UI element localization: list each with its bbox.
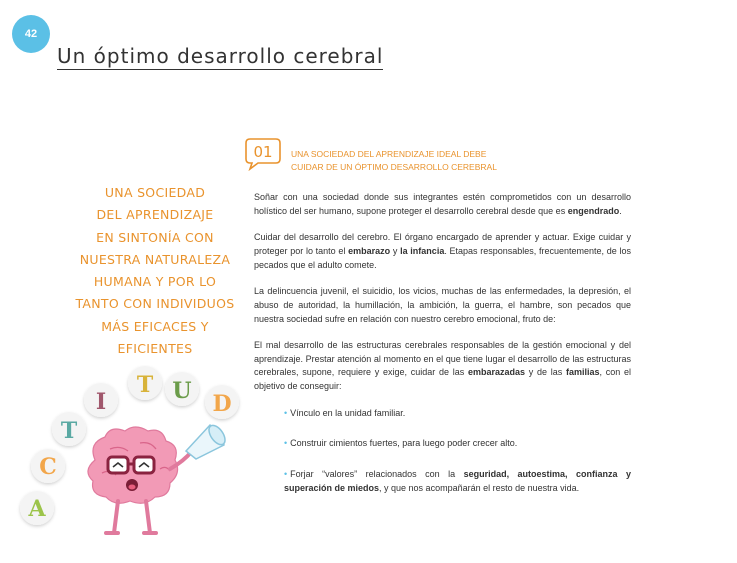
list-item	[284, 468, 631, 496]
text-run: .	[619, 205, 622, 216]
left-heading-line: MÁS EFICACES Y	[101, 318, 209, 334]
text-run: Forjar “valores” relacionados con la	[290, 469, 464, 480]
text-run: Vínculo en la unidad familiar.	[290, 407, 406, 418]
letter-bubble-t2	[128, 366, 162, 400]
left-heading-line: UNA SOCIEDAD	[104, 185, 206, 200]
bullet-icon: •	[284, 469, 288, 480]
text-run: , con el objetivo de conseguir:	[254, 367, 631, 392]
letter-bubble-t1	[52, 412, 86, 446]
bubble-letter: D	[212, 391, 232, 417]
letter-bubble-c	[31, 449, 65, 483]
section-heading-line: CUIDAR DE UN ÓPTIMO DESARROLLO CEREBRAL	[291, 162, 497, 172]
left-heading-line: EN SINTONÍA CON	[96, 229, 214, 245]
section-number: 01	[253, 143, 273, 161]
text-run: Soñar con una sociedad donde sus integrantes estén comprometidos con un desarrollo holístico del ser humano, supone proteger el desarrollo cerebral desde que es	[254, 192, 631, 216]
bold-text: familias	[565, 367, 600, 378]
text-run: . Etapas responsables, frecuentemente, de los pecados que el adulto comete.	[254, 245, 631, 270]
bold-text: la infancia	[400, 245, 445, 256]
text-run: Cuidar del desarrollo del cerebro. El órgano encargado de aprender y actuar. Exige cuidar y proteger por lo tanto el	[254, 232, 631, 256]
text-run: , y que nos acompañarán el resto de nuestra vida.	[379, 482, 580, 493]
bold-text: engendrado	[567, 205, 620, 216]
list-item	[284, 437, 631, 451]
paragraph	[254, 191, 631, 219]
page-title: Un óptimo desarrollo cerebral	[57, 44, 384, 68]
bubble-letter: I	[95, 389, 107, 415]
page-number: 42	[24, 28, 38, 40]
left-heading	[40, 182, 270, 360]
bubble-letter: T	[60, 418, 78, 444]
body-text	[254, 191, 631, 513]
letter-bubble-i	[84, 383, 118, 417]
megaphone-icon	[186, 423, 228, 459]
section-heading	[291, 148, 591, 174]
left-heading-line: TANTO CON INDIVIDUOS	[75, 296, 235, 312]
letter-bubble-d	[205, 385, 239, 419]
brain-character	[88, 427, 192, 533]
bullet-list	[254, 407, 631, 496]
bubble-letter: T	[136, 372, 154, 398]
bubble-letter: C	[39, 454, 57, 480]
bubble-letter: A	[28, 496, 46, 522]
bullet-icon: •	[284, 407, 288, 418]
list-item	[284, 407, 631, 421]
bold-text: seguridad, autoestima, confianza y superación de miedos	[284, 469, 631, 493]
bubble-letter: U	[172, 378, 192, 404]
paragraph	[254, 339, 631, 394]
paragraph	[254, 231, 631, 272]
bold-text: embarazadas	[467, 367, 526, 378]
bullet-icon: •	[284, 438, 288, 449]
speech-bubble-icon	[242, 135, 282, 171]
left-heading-line: DEL APRENDIZAJE	[96, 207, 214, 223]
section-heading-line: UNA SOCIEDAD DEL APRENDIZAJE IDEAL DEBE	[291, 149, 487, 159]
page-number-badge	[12, 15, 50, 53]
letter-bubble-u	[165, 372, 199, 406]
text-run: Construir cimientos fuertes, para luego poder crecer alto.	[290, 438, 518, 449]
brain-illustration	[10, 365, 250, 555]
left-heading-line: EFICIENTES	[117, 341, 193, 357]
left-heading-line: NUESTRA NATURALEZA	[79, 251, 231, 267]
bold-text: embarazo	[348, 245, 391, 256]
text-run: El mal desarrollo de las estructuras cerebrales responsables de la gestión emocional y del aprendizaje. Prestar atención al momento en el que tiene lugar el desarrollo de las estructuras cerebrales, supone, requiere y exige, cuidar de las	[254, 339, 631, 378]
letter-bubble-a	[20, 491, 54, 525]
left-heading-line: HUMANA Y POR LO	[93, 274, 217, 290]
text-run: y de las	[525, 367, 566, 378]
paragraph: La delincuencia juvenil, el suicidio, los vicios, muchas de las enfermedades, la depresión, el abuso de autoridad, la humillación, la ambición, la guerra, el hambre, son pecados que nuestra sociedad sufre en relación con nuestro cerebro emocional, fruto de:	[254, 285, 631, 324]
text-run: y	[390, 245, 401, 256]
